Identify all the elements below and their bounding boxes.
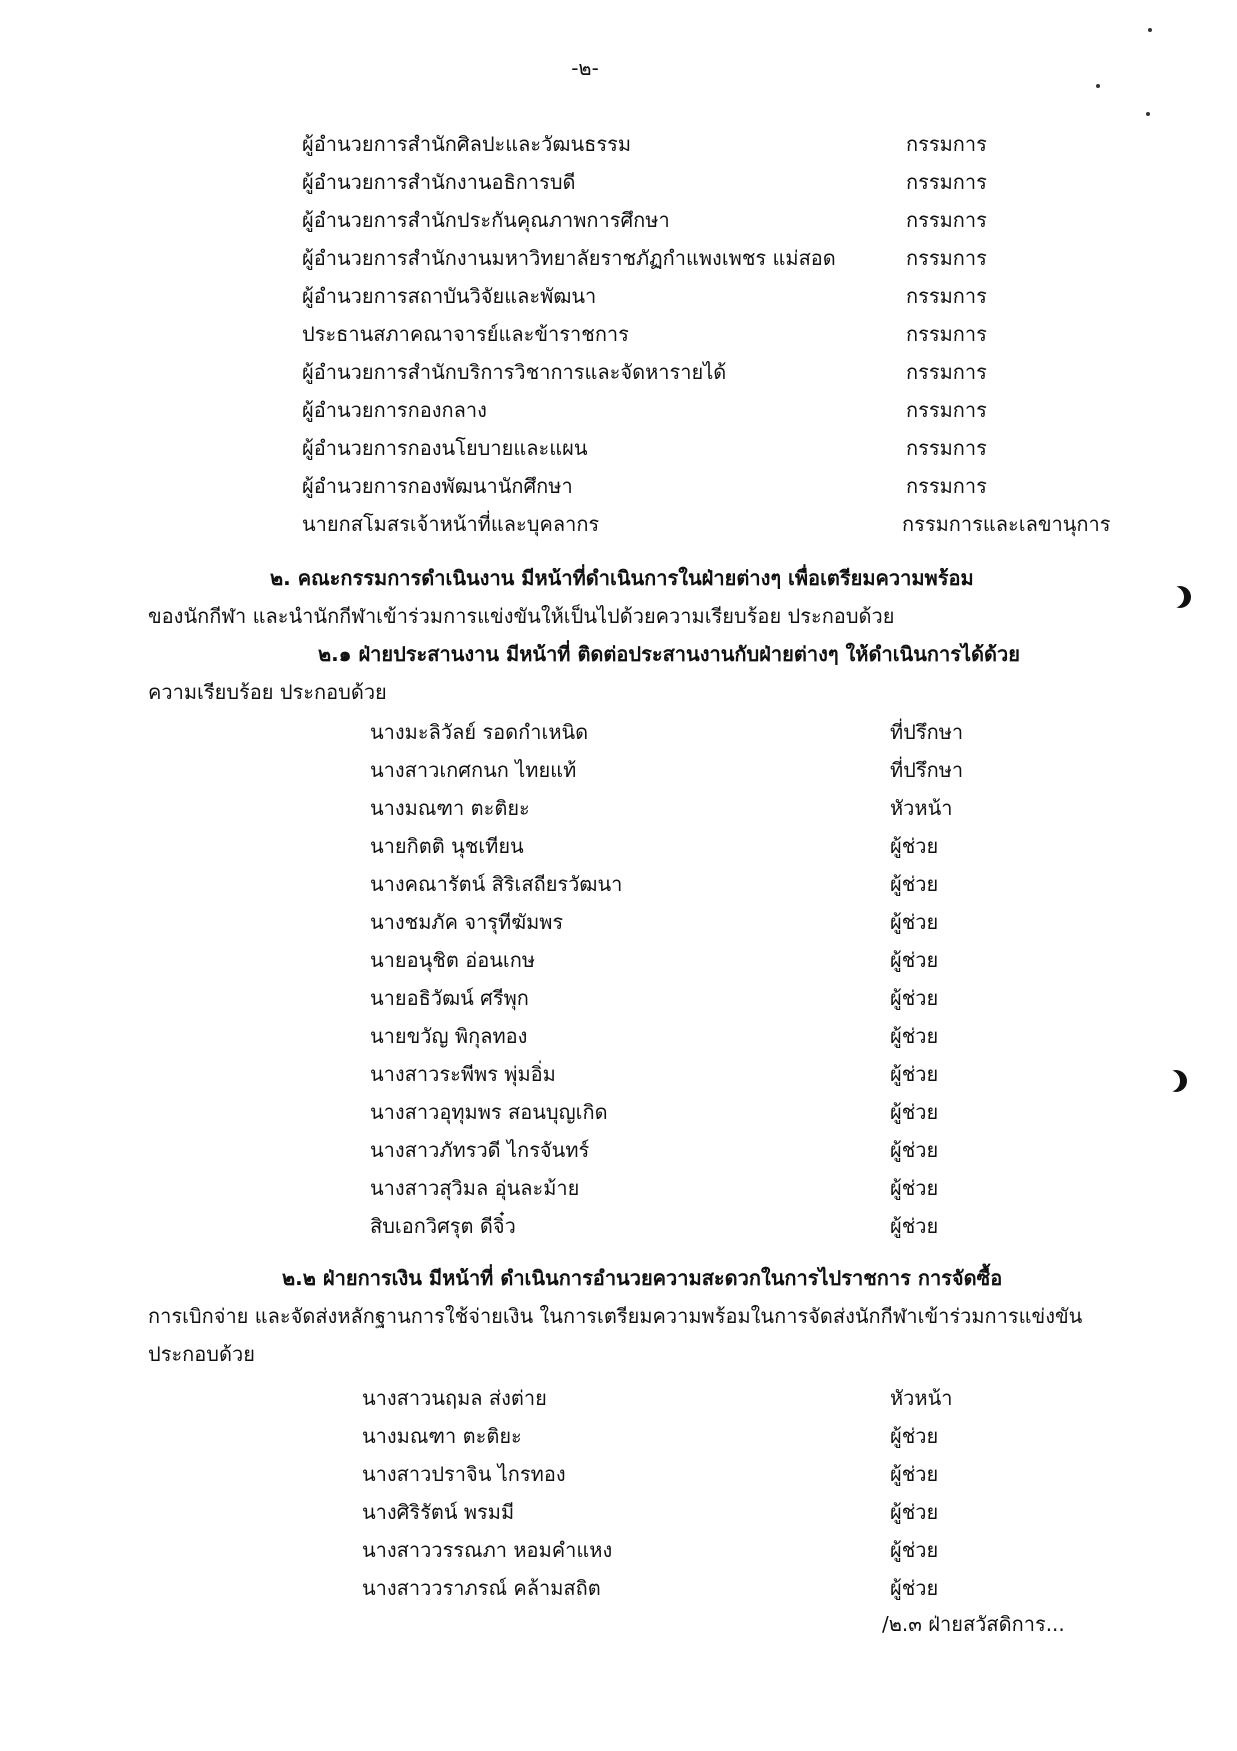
committee-role: กรรมการ (906, 170, 987, 194)
member-role: ผู้ช่วย (890, 1424, 939, 1448)
section2-text-line: ของนักกีฬา และนำนักกีฬาเข้าร่วมการแข่งขันให้เป็นไปด้วยความเรียบร้อย ประกอบด้วย (148, 604, 895, 628)
member-name: นางศิริรัตน์ พรมมี (362, 1500, 515, 1524)
committee-name: ประธานสภาคณาจารย์และข้าราชการ (302, 322, 629, 346)
member-role: ผู้ช่วย (890, 834, 939, 858)
section22-heading-line: ๒.๒ ฝ่ายการเงิน มีหน้าที่ ดำเนินการอำนวยความสะดวกในการไปราชการ การจัดซื้อ (282, 1266, 1003, 1290)
member-name: นางมณฑา ตะติยะ (362, 1424, 522, 1448)
member-name: นางสาวปราจิน ไกรทอง (362, 1462, 566, 1486)
section21-heading-line: ๒.๑ ฝ่ายประสานงาน มีหน้าที่ ติดต่อประสานงานกับฝ่ายต่างๆ ให้ดำเนินการได้ด้วย (318, 642, 1020, 666)
committee-role: กรรมการ (906, 284, 987, 308)
member-role: ผู้ช่วย (890, 986, 939, 1010)
committee-role: กรรมการและเลขานุการ (902, 512, 1111, 536)
committee-role: กรรมการ (906, 474, 987, 498)
committee-role: กรรมการ (906, 398, 987, 422)
committee-name: ผู้อำนวยการสำนักงานมหาวิทยาลัยราชภัฏกำแพงเพชร แม่สอด (302, 246, 836, 270)
committee-role: กรรมการ (906, 360, 987, 384)
member-name: นายอนุชิต อ่อนเกษ (370, 948, 536, 972)
member-role: ผู้ช่วย (890, 1100, 939, 1124)
page-number: -๒- (571, 56, 599, 80)
member-name: นางมณฑา ตะติยะ (370, 796, 530, 820)
continuation-note: /๒.๓ ฝ่ายสวัสดิการ... (882, 1612, 1065, 1636)
member-role: หัวหน้า (890, 1386, 953, 1410)
member-role: ผู้ช่วย (890, 1538, 939, 1562)
member-role: หัวหน้า (890, 796, 953, 820)
committee-role: กรรมการ (906, 322, 987, 346)
hole-punch-mark (1158, 1070, 1180, 1092)
section22-text-line: การเบิกจ่าย และจัดส่งหลักฐานการใช้จ่ายเงิน ในการเตรียมความพร้อมในการจัดส่งนักกีฬาเข้าร่วมการแข่งขัน (148, 1304, 1083, 1328)
section2-heading-line: ๒. คณะกรรมการดำเนินงาน มีหน้าที่ดำเนินการในฝ่ายต่างๆ เพื่อเตรียมความพร้อม (270, 566, 974, 590)
member-role: ที่ปรึกษา (890, 720, 964, 744)
scan-speck (1146, 112, 1150, 116)
committee-role: กรรมการ (906, 436, 987, 460)
section22-text-line: ประกอบด้วย (148, 1342, 255, 1366)
committee-name: ผู้อำนวยการสำนักงานอธิการบดี (302, 170, 576, 194)
member-name: นายอธิวัฒน์ ศรีพุก (370, 986, 529, 1010)
member-role: ผู้ช่วย (890, 1462, 939, 1486)
committee-name: ผู้อำนวยการสำนักประกันคุณภาพการศึกษา (302, 208, 670, 232)
member-role: ผู้ช่วย (890, 948, 939, 972)
committee-role: กรรมการ (906, 132, 987, 156)
member-name: นางสาวภัทรวดี ไกรจันทร์ (370, 1138, 590, 1162)
member-role: ผู้ช่วย (890, 1024, 939, 1048)
member-name: นางสาววรรณภา หอมคำแหง (362, 1538, 613, 1562)
member-role: ผู้ช่วย (890, 910, 939, 934)
member-role: ผู้ช่วย (890, 872, 939, 896)
committee-name: ผู้อำนวยการกองนโยบายและแผน (302, 436, 588, 460)
committee-name: ผู้อำนวยการกองพัฒนานักศึกษา (302, 474, 573, 498)
member-name: นายขวัญ พิกุลทอง (370, 1024, 528, 1048)
scan-speck (1148, 28, 1152, 32)
committee-name: นายกสโมสรเจ้าหน้าที่และบุคลากร (302, 512, 600, 536)
member-role: ที่ปรึกษา (890, 758, 964, 782)
member-name: สิบเอกวิศรุต ดีจิ๋ว (370, 1214, 516, 1238)
member-name: นางสาววราภรณ์ คล้ามสถิต (362, 1576, 601, 1600)
member-name: นางสาวเกศกนก ไทยแท้ (370, 758, 577, 782)
member-role: ผู้ช่วย (890, 1214, 939, 1238)
member-name: นางสาวสุวิมล อุ่นละม้าย (370, 1176, 580, 1200)
member-role: ผู้ช่วย (890, 1176, 939, 1200)
committee-name: ผู้อำนวยการสำนักบริการวิชาการและจัดหารายได้ (302, 360, 727, 384)
member-name: นายกิตติ นุชเทียน (370, 834, 524, 858)
member-role: ผู้ช่วย (890, 1576, 939, 1600)
hole-punch-mark (1162, 586, 1184, 608)
committee-name: ผู้อำนวยการกองกลาง (302, 398, 487, 422)
committee-role: กรรมการ (906, 208, 987, 232)
member-role: ผู้ช่วย (890, 1500, 939, 1524)
committee-name: ผู้อำนวยการสำนักศิลปะและวัฒนธรรม (302, 132, 632, 156)
member-name: นางสาวอุทุมพร สอนบุญเกิด (370, 1100, 608, 1124)
member-role: ผู้ช่วย (890, 1138, 939, 1162)
member-name: นางสาวนฤมล ส่งต่าย (362, 1386, 547, 1410)
section21-text-line: ความเรียบร้อย ประกอบด้วย (148, 680, 387, 704)
member-name: นางมะลิวัลย์ รอดกำเหนิด (370, 720, 589, 744)
member-name: นางสาวระพีพร พุ่มอิ่ม (370, 1062, 556, 1086)
member-role: ผู้ช่วย (890, 1062, 939, 1086)
committee-role: กรรมการ (906, 246, 987, 270)
committee-name: ผู้อำนวยการสถาบันวิจัยและพัฒนา (302, 284, 597, 308)
scan-speck (1096, 84, 1100, 88)
member-name: นางชมภัค จารุทีฆัมพร (370, 910, 564, 934)
member-name: นางคณารัตน์ สิริเสถียรวัฒนา (370, 872, 623, 896)
